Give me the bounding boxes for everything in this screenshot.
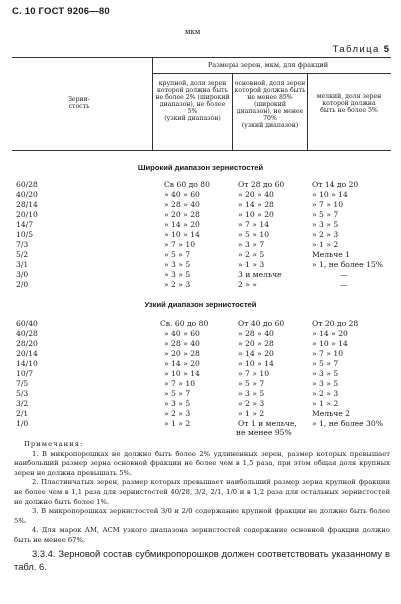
rule — [12, 57, 391, 58]
coarse: » 20 » 28 — [164, 210, 200, 219]
table-row — [0, 319, 401, 329]
coarse: » 28 » 40 — [164, 339, 200, 348]
note-item: 2. Пластинчатых зерен, размер которых превышает наибольший размер зерна крупной фракции не более чем в 1,1 раза для зернистостей 40/28, 3/2, 2/1, 1/0 и в 1,2 раза для остальных зернистостей не должно быть более 1%. — [14, 478, 390, 506]
units-label: мкм — [185, 28, 201, 36]
fine: » 10 » 14 — [312, 190, 348, 199]
table-row — [0, 359, 401, 369]
fine: » 3 » 5 — [312, 220, 339, 229]
table-row — [0, 389, 401, 399]
coarse: » 5 » 7 — [164, 389, 191, 398]
grit: 10/5 — [16, 230, 34, 239]
main: » 7 » 14 — [238, 220, 270, 229]
grit: 7/3 — [16, 240, 29, 249]
main: » 7 » 10 — [238, 369, 270, 378]
coarse: » 40 » 60 — [164, 329, 200, 338]
table-row — [0, 230, 401, 240]
main: » 1 » 3 — [238, 260, 265, 269]
table-row — [0, 280, 401, 290]
coarse: » 5 » 7 — [164, 250, 191, 259]
main: » 3 » 7 — [238, 240, 265, 249]
rule — [232, 73, 233, 150]
fine: » 14 » 20 — [312, 329, 348, 338]
rule — [12, 150, 391, 151]
body-paragraph: 3.3.4. Зерновой состав субмикропорошков должен соответствовать указанному в табл. 6. — [14, 548, 390, 572]
main: » 14 » 28 — [238, 200, 274, 209]
grit: 3/1 — [16, 260, 29, 269]
fine: » 10 » 14 — [312, 339, 348, 348]
column-header-coarse: крупной, доля зерен которой должна быть не более 2% (широкий диапазон), не более 5% (узкий диапазон) — [155, 80, 230, 122]
table-caption-word: Таблица — [332, 44, 380, 55]
table-row — [0, 190, 401, 200]
note-item: 1. В микропорошках не должно быть более 2% удлиненных зерен, размер которых превышает наибольший размер зерна основной фракции не более чем в 1,5 раза, при этом общая доля крупных зерен не должна превышать 5%. — [14, 449, 390, 477]
fine: » 7 » 10 — [312, 349, 344, 358]
fine: » 2 » 3 — [312, 230, 339, 239]
main: » 2 » 3 — [238, 399, 265, 408]
main: » 2 » 5 — [238, 250, 265, 259]
note-item: 3. В микропорошках зернистостей 3/0 и 2/0 содержание крупной фракции не должно быть более 5%. — [14, 507, 390, 525]
fine: » 2 » 3 — [312, 389, 339, 398]
coarse: » 40 » 60 — [164, 190, 200, 199]
fine: » 1, не более 30% — [312, 419, 383, 428]
rule — [152, 73, 391, 74]
coarse: » 7 » 10 — [164, 240, 196, 249]
main: » 20 » 40 — [238, 190, 274, 199]
main: » 5 » 7 — [238, 379, 265, 388]
main: не менее 95% — [236, 428, 292, 437]
grit: 40/28 — [16, 329, 38, 338]
grit: 3/2 — [16, 399, 29, 408]
table-row — [0, 349, 401, 359]
grit: 20/10 — [16, 210, 38, 219]
column-header-grit: Зерни- стость — [68, 96, 90, 110]
grit: 3/0 — [16, 270, 29, 279]
main: От 1 и мельче, — [238, 419, 297, 428]
main: » 3 » 5 — [238, 389, 265, 398]
column-group-header: Размеры зерен, мкм, для фракций — [207, 61, 329, 69]
grit: 10/7 — [16, 369, 34, 378]
coarse: » 7 » 10 — [164, 379, 196, 388]
main: » 28 » 40 — [238, 329, 274, 338]
grit: 14/10 — [16, 359, 38, 368]
coarse: » 14 » 20 — [164, 220, 200, 229]
coarse: » 3 » 5 — [164, 270, 191, 279]
coarse: » 2 » 3 — [164, 409, 191, 418]
grit: 14/7 — [16, 220, 34, 229]
grit: 1/0 — [16, 419, 29, 428]
fine: Мельче 2 — [312, 409, 350, 418]
fine: — — [340, 270, 348, 279]
coarse: » 2 » 3 — [164, 280, 191, 289]
coarse: » 10 » 14 — [164, 230, 200, 239]
table-row — [0, 240, 401, 250]
table-row — [0, 329, 401, 339]
fine: » 1, не более 15% — [312, 260, 383, 269]
grit: 60/28 — [16, 180, 38, 189]
grit: 7/5 — [16, 379, 29, 388]
table-row — [0, 409, 401, 419]
main: » 1 » 2 — [238, 409, 265, 418]
coarse: » 20 » 28 — [164, 349, 200, 358]
main: » 10 » 20 — [238, 210, 274, 219]
grit: 2/0 — [16, 280, 29, 289]
table-row — [0, 379, 401, 389]
section-title-narrow: Узкий диапазон зернистостей — [144, 300, 257, 309]
table-caption — [333, 44, 389, 55]
section-title-wide: Широкий диапазон зернистостей — [137, 163, 264, 172]
coarse: » 1 » 2 — [164, 419, 191, 428]
grit: 28/20 — [16, 339, 38, 348]
main: » 20 » 28 — [238, 339, 274, 348]
table-row — [0, 339, 401, 349]
grit: 40/20 — [16, 190, 38, 199]
table-row — [0, 220, 401, 230]
coarse: » 3 » 5 — [164, 260, 191, 269]
table-row — [0, 399, 401, 409]
coarse: » 14 » 20 — [164, 359, 200, 368]
fine: От 20 до 28 — [312, 319, 359, 328]
fine: От 14 до 20 — [312, 180, 359, 189]
column-header-main: основной, доля зерен которой должна быть не менее 85% (широкий диапазон), не менее 70% (узкий диапазон) — [234, 80, 306, 129]
grit: 5/2 — [16, 250, 29, 259]
notes-title: Примечания: — [24, 440, 84, 448]
rule — [307, 73, 308, 150]
main: » 5 » 10 — [238, 230, 270, 239]
main: » 10 » 14 — [238, 359, 274, 368]
grit: 2/1 — [16, 409, 29, 418]
fine: » 3 » 5 — [312, 379, 339, 388]
coarse: » 3 » 5 — [164, 399, 191, 408]
notes — [14, 440, 390, 546]
grit: 28/14 — [16, 200, 38, 209]
fine: » 1 » 2 — [312, 240, 339, 249]
fine: » 3 » 5 — [312, 369, 339, 378]
coarse: » 28 » 40 — [164, 200, 200, 209]
page-header: С. 10 ГОСТ 9206—80 — [12, 6, 110, 17]
fine: » 5 » 7 — [312, 359, 339, 368]
fine: — — [340, 280, 348, 289]
main: От 40 до 60 — [238, 319, 285, 328]
table-caption-number: 5 — [383, 44, 389, 55]
table-row — [0, 200, 401, 210]
table-row — [0, 210, 401, 220]
table-row — [0, 428, 401, 438]
grit: 5/3 — [16, 389, 29, 398]
column-header-fine: мелкий, доля зерен которой должна быть не более 5% — [316, 93, 382, 114]
table-row — [0, 270, 401, 280]
grit: 60/40 — [16, 319, 38, 328]
fine: » 7 » 10 — [312, 200, 344, 209]
table-row — [0, 180, 401, 190]
table-row — [0, 260, 401, 270]
fine: » 5 » 7 — [312, 210, 339, 219]
rule — [152, 57, 153, 150]
fine: » 1 » 2 — [312, 399, 339, 408]
fine: Мельче 1 — [312, 250, 350, 259]
main: От 28 до 60 — [238, 180, 285, 189]
main: 2 » » — [238, 280, 257, 289]
coarse: » 10 » 14 — [164, 369, 200, 378]
main: 3 и мельче — [238, 270, 282, 279]
table-row — [0, 250, 401, 260]
coarse: Св. 60 до 80 — [160, 319, 209, 328]
table-row — [0, 369, 401, 379]
main: » 14 » 20 — [238, 349, 274, 358]
grit: 20/14 — [16, 349, 38, 358]
note-item: 4. Для марок АМ, АСМ узкого диапазона зернистостей содержание основной фракции должно быть не менее 67%. — [14, 526, 390, 544]
coarse: Св 60 до 80 — [164, 180, 210, 189]
